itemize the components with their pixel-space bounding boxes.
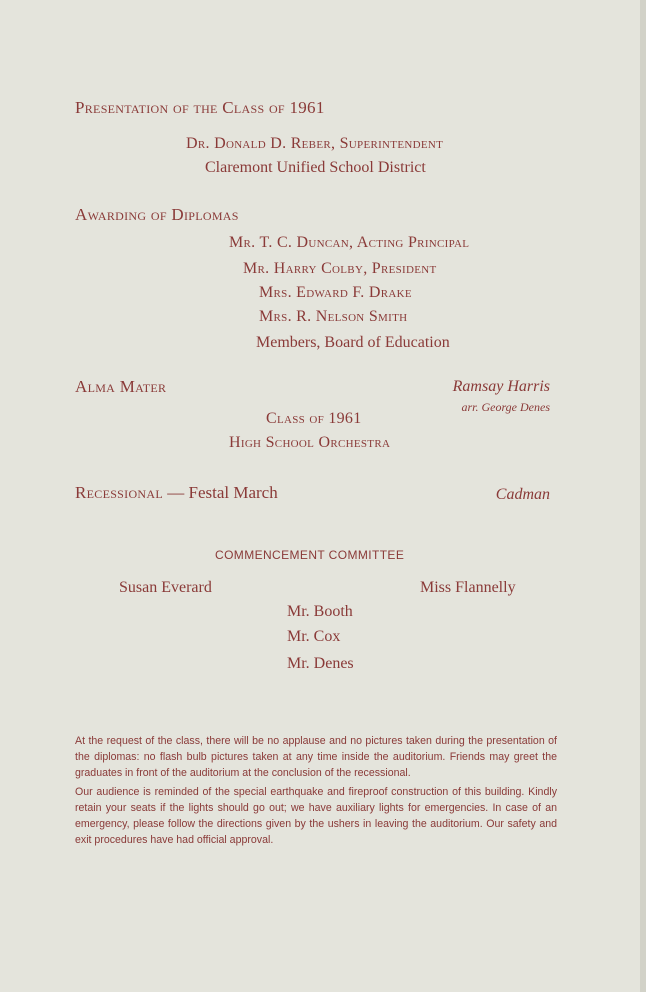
alma-mater-arranger: arr. George Denes (461, 400, 550, 414)
presentation-presenter: Dr. Donald D. Reber, Superintendent (186, 135, 444, 152)
recessional-line (75, 483, 278, 503)
committee-member-booth: Mr. Booth (287, 603, 353, 620)
notice-safety: Our audience is reminded of the special earthquake and fireproof construction of this building. Kindly retain your seats if the lights should go out; we have auxiliary lights for emergencies. In case of an emergency, please follow the directions given by the ushers in leaving the auditorium. Our safety and exit procedures have had official approval. (75, 786, 557, 846)
committee-member-everard: Susan Everard (119, 579, 212, 596)
recessional-composer: Cadman (495, 486, 550, 503)
alma-mater-class: Class of 1961 (266, 410, 362, 427)
awarding-board-member-drake: Mrs. Edward F. Drake (259, 284, 412, 301)
presentation-district: Claremont Unified School District (205, 159, 426, 176)
committee-member-denes: Mr. Denes (287, 655, 354, 672)
presentation-heading: Presentation of the Class of 1961 (75, 98, 325, 117)
alma-mater-heading: Alma Mater (75, 377, 167, 396)
awarding-heading: Awarding of Diplomas (75, 205, 239, 224)
recessional-separator: — (167, 483, 185, 502)
recessional-heading: Recessional (75, 483, 163, 502)
notice-applause: At the request of the class, there will be no applause and no pictures taken during the presentation of the diplomas: no flash bulb pictures taken at any time inside the auditorium. Friends may greet the graduates in front of the auditorium at the conclusion of the recessional. (75, 735, 557, 779)
awarding-board-label: Members, Board of Education (256, 334, 450, 351)
committee-member-cox: Mr. Cox (287, 628, 341, 645)
committee-title: COMMENCEMENT COMMITTEE (215, 548, 405, 562)
committee-member-flannelly: Miss Flannelly (420, 579, 516, 596)
alma-mater-orchestra: High School Orchestra (229, 434, 391, 451)
awarding-president: Mr. Harry Colby, President (243, 260, 437, 277)
alma-mater-composer: Ramsay Harris (452, 378, 550, 395)
awarding-board-member-smith: Mrs. R. Nelson Smith (259, 308, 408, 325)
recessional-title: Festal March (188, 483, 278, 502)
page-edge (640, 0, 646, 992)
awarding-principal: Mr. T. C. Duncan, Acting Principal (229, 234, 470, 251)
